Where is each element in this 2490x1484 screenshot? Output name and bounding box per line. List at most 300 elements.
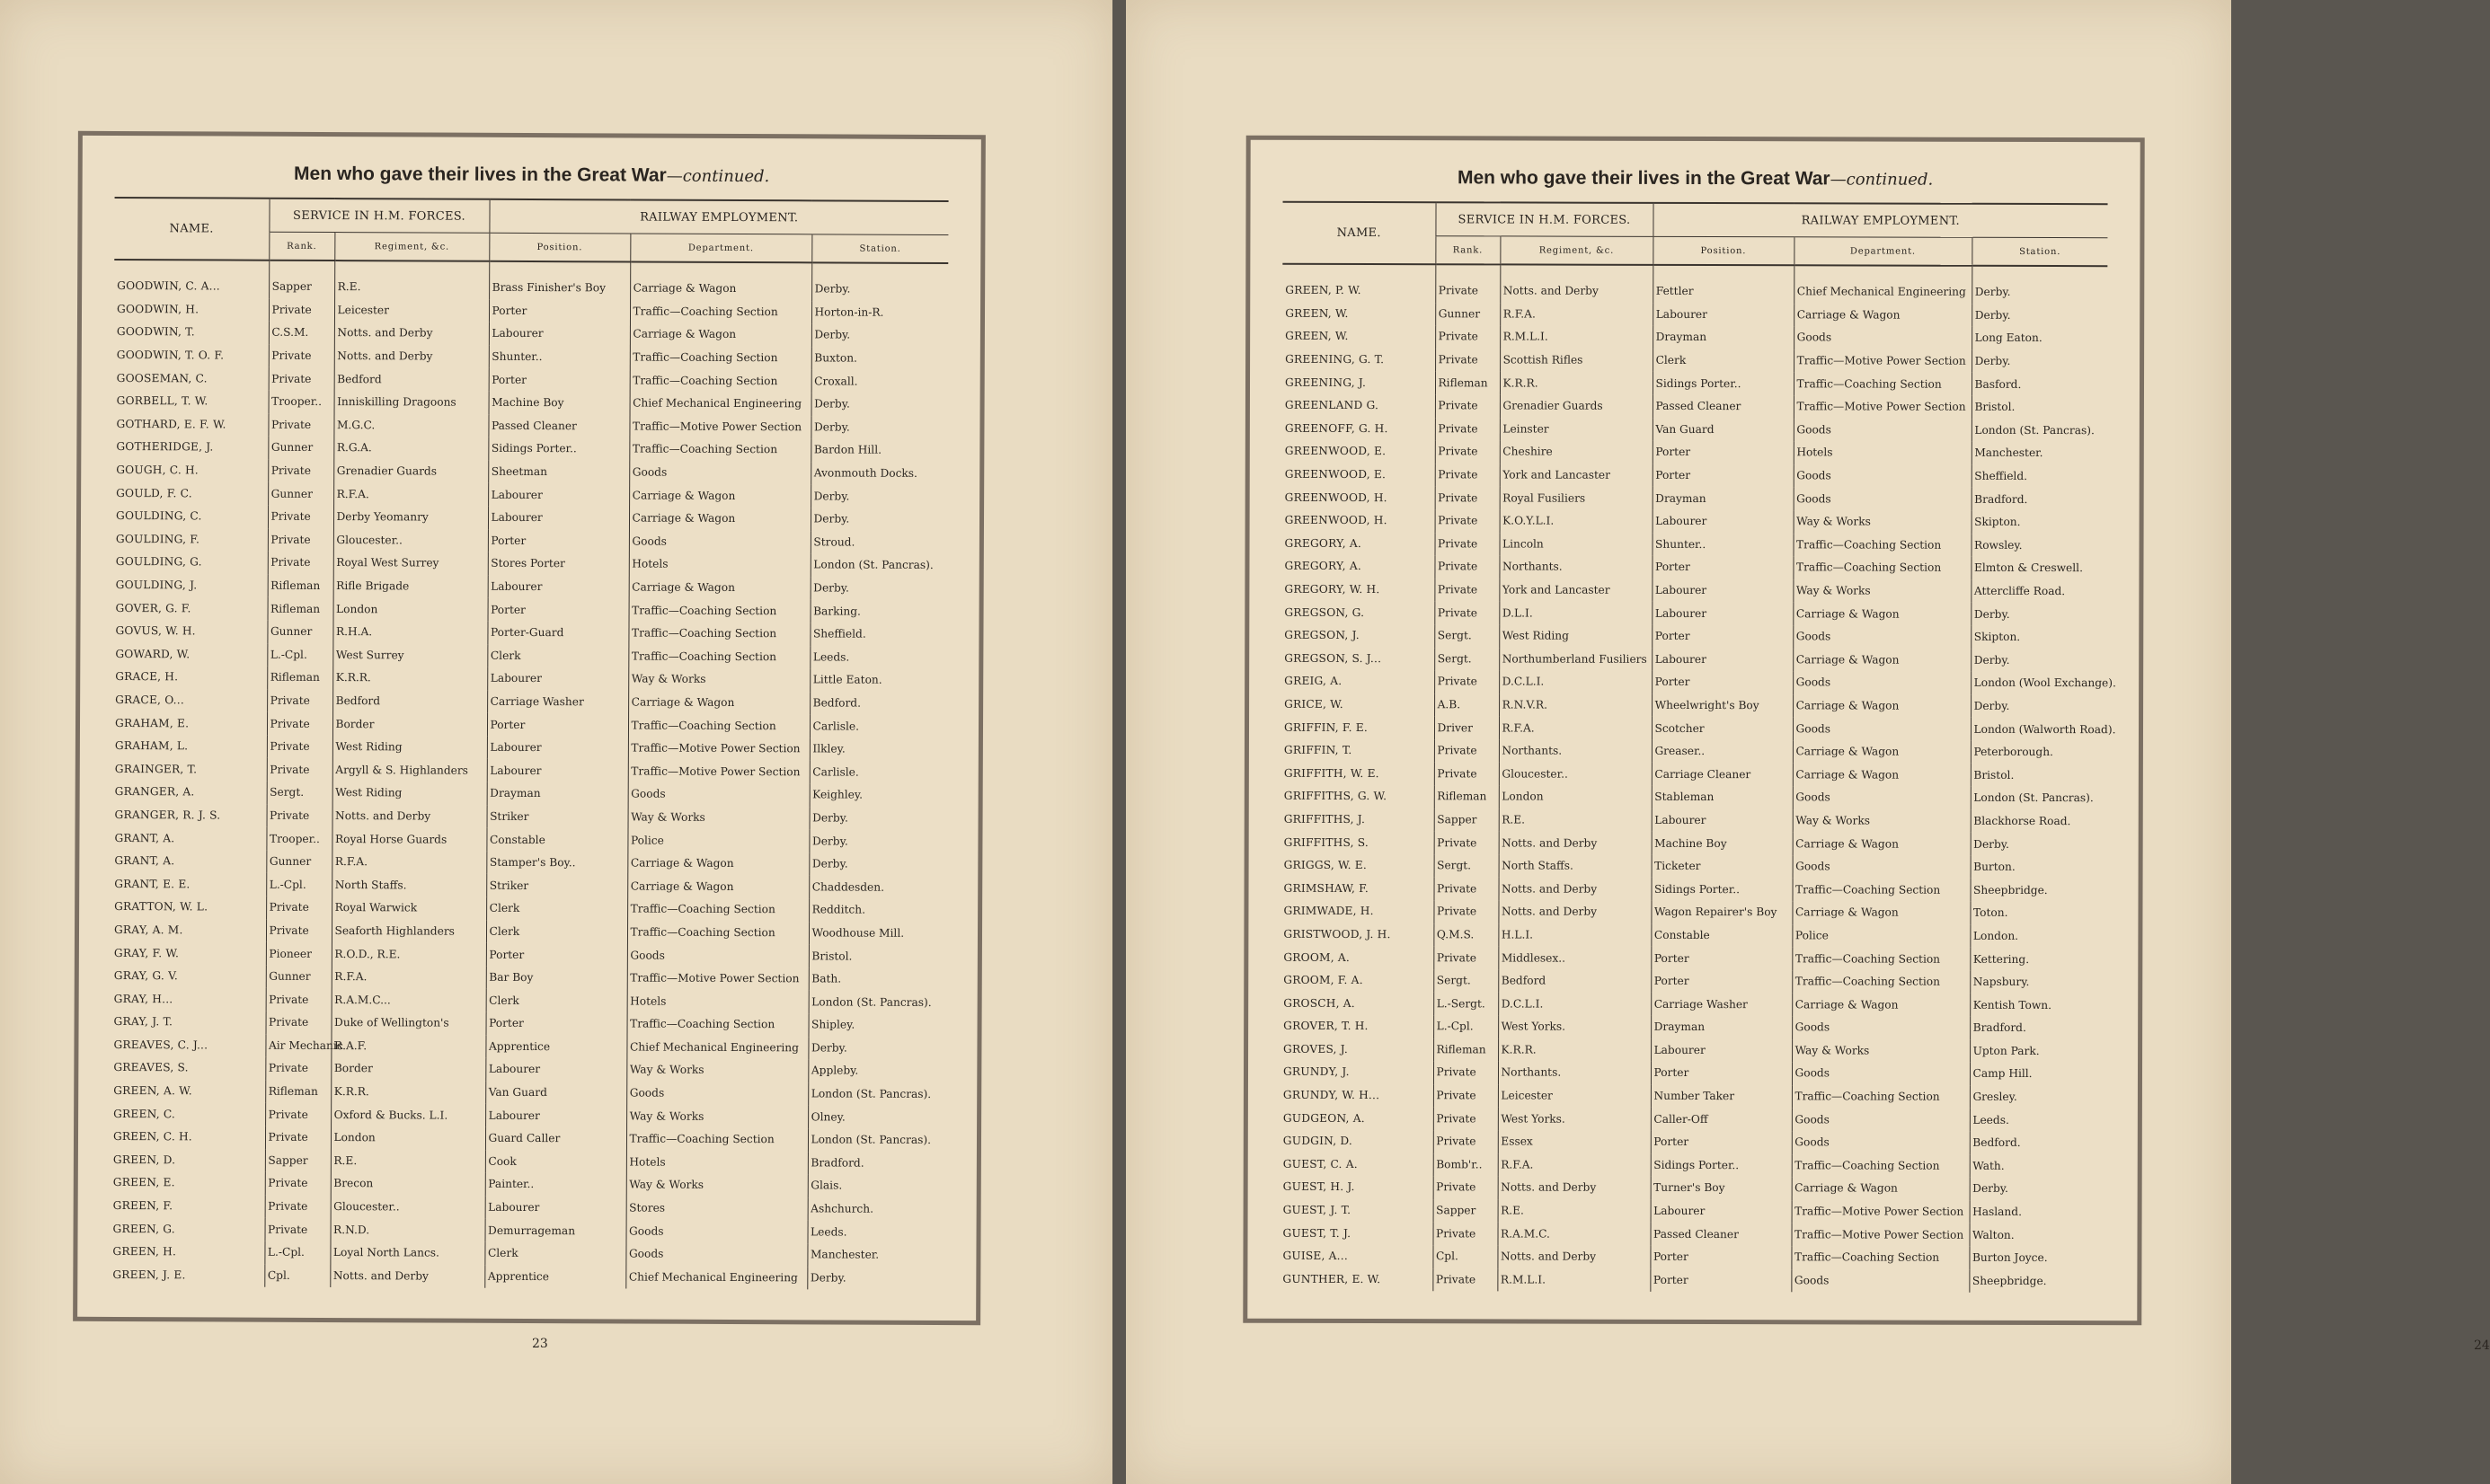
regiment-cell: D.C.L.I. [1499, 671, 1652, 694]
department-cell: Traffic—Coaching Section [1794, 373, 1972, 396]
regiment-cell: London [333, 597, 488, 621]
position-cell: Labourer [488, 507, 629, 530]
table-row [1282, 349, 2107, 374]
table-row [111, 965, 945, 992]
regiment-cell: West Riding [332, 736, 487, 759]
table-row [1281, 854, 2106, 879]
station-cell: Derby. [811, 416, 947, 439]
name-cell: GRANGER, R. J. S. [114, 808, 221, 822]
regiment-cell: Bedford [334, 367, 489, 391]
station-cell: London (Wool Exchange). [1971, 672, 2106, 695]
name-cell: GOVER, G. F. [115, 601, 191, 614]
department-cell: Traffic—Coaching Section [630, 300, 811, 323]
station-cell: Skipton. [1972, 511, 2107, 534]
station-header: Station. [1972, 237, 2107, 266]
position-cell: Passed Cleaner [488, 414, 629, 437]
rank-cell: Driver [1434, 717, 1499, 740]
name-cell: GRUNDY, J. [1282, 1065, 1350, 1079]
table-row [1281, 647, 2106, 672]
name-cell: GREEN, F. [112, 1199, 173, 1213]
name-cell: GRIFFITHS, J. [1283, 812, 1366, 826]
station-cell: Upton Park. [1970, 1039, 2105, 1063]
station-cell: Keighley. [810, 783, 946, 807]
name-cell: GREEN, J. E. [112, 1268, 186, 1282]
position-cell: Cook [485, 1150, 626, 1173]
table-row [1281, 785, 2106, 810]
department-cell: Hotels [1794, 441, 1972, 464]
table-row [111, 1149, 944, 1176]
position-cell: Porter-Guard [487, 622, 628, 645]
name-cell: GREEN, E. [112, 1176, 175, 1189]
name-cell: GUDGEON, A. [1282, 1111, 1365, 1125]
name-cell: GUDGIN, D. [1282, 1135, 1352, 1148]
station-cell: Walton. [1970, 1223, 2105, 1247]
name-cell: GUISE, A... [1282, 1250, 1348, 1263]
position-cell: Striker [487, 805, 628, 828]
table-row [111, 1056, 944, 1083]
regiment-cell: Loyal North Lancs. [330, 1241, 484, 1265]
position-cell: Passed Cleaner [1651, 1223, 1792, 1246]
name-cell: GREGSON, J. [1284, 629, 1360, 642]
rank-cell: Private [1434, 602, 1499, 625]
rank-cell: L.-Cpl. [1433, 1015, 1498, 1038]
department-cell: Traffic—Coaching Section [629, 599, 811, 623]
station-cell: London (St. Pancras). [809, 991, 945, 1014]
department-cell: Carriage & Wagon [629, 507, 811, 530]
name-cell: GUEST, T. J. [1282, 1226, 1351, 1240]
station-cell: Bradford. [1970, 1017, 2105, 1040]
station-cell: Derby. [1972, 304, 2107, 327]
name-cell: GORBELL, T. W. [116, 394, 208, 408]
table-row [1282, 417, 2107, 442]
railway-header: RAILWAY EMPLOYMENT. [1653, 203, 2107, 238]
name-cell: GRACE, O... [115, 693, 184, 707]
right-page [1126, 0, 2490, 1484]
regiment-cell: Rifle Brigade [333, 575, 488, 598]
position-cell: Sidings Porter.. [488, 437, 629, 461]
name-cell: GREEN, P. W. [1285, 284, 1361, 297]
department-cell: Way & Works [626, 1174, 808, 1197]
table-row [1280, 900, 2105, 925]
position-cell: Stableman [1652, 786, 1793, 809]
regiment-cell: Duke of Wellington's [332, 1011, 486, 1035]
name-cell: GREEN, W. [1285, 330, 1349, 343]
rank-cell: Sapper [1434, 808, 1499, 832]
station-cell: Sheepbridge. [1971, 879, 2106, 902]
position-cell: Apprentice [484, 1265, 625, 1288]
table-row [113, 505, 947, 532]
position-cell: Drayman [1653, 326, 1794, 349]
rank-cell: Private [265, 1195, 331, 1218]
roll-table-body [110, 260, 948, 1290]
department-cell: Traffic—Coaching Section [628, 622, 810, 645]
name-cell: GROSCH, A. [1283, 996, 1355, 1010]
rank-cell: Private [1432, 1223, 1497, 1246]
department-cell: Traffic—Coaching Section [1793, 556, 1971, 579]
station-cell: Bristol. [809, 945, 945, 968]
station-cell: Leeds. [808, 1221, 944, 1244]
name-cell: GRAY, G. V. [113, 969, 179, 983]
position-cell: Porter [1652, 556, 1793, 579]
position-cell: Wagon Repairer's Boy [1651, 901, 1792, 924]
department-cell: Traffic—Coaching Section [1792, 948, 1970, 971]
rank-cell: Sapper [269, 261, 334, 299]
name-cell: GREENWOOD, E. [1284, 445, 1387, 458]
rank-cell: Sergt. [1433, 969, 1498, 993]
department-cell: Chief Mechanical Engineering [1794, 265, 1972, 304]
name-cell: GROVES, J. [1283, 1042, 1348, 1056]
department-cell: Goods [625, 1242, 807, 1266]
department-cell: Way & Works [1792, 1039, 1970, 1063]
name-cell: GREENOFF, G. H. [1284, 421, 1388, 435]
position-cell: Stores Porter [488, 552, 629, 576]
regiment-cell: West Yorks. [1498, 1015, 1651, 1038]
department-cell: Goods [629, 530, 811, 553]
rank-cell: L.-Cpl. [264, 1241, 330, 1265]
station-cell: Shipley. [809, 1013, 945, 1037]
position-cell: Labourer [1652, 648, 1793, 671]
station-cell: London (St. Pancras). [1971, 787, 2106, 810]
name-header: NAME. [1282, 202, 1435, 264]
position-cell: Machine Boy [1652, 832, 1793, 855]
department-cell: Traffic—Motive Power Section [1792, 1223, 1970, 1247]
table-row [1281, 762, 2106, 787]
department-cell: Carriage & Wagon [629, 576, 811, 599]
table-row [114, 298, 948, 325]
rank-cell: Rifleman [265, 1081, 331, 1104]
station-cell: Derby. [811, 577, 947, 600]
name-cell: GRAY, A. M. [113, 923, 183, 937]
table-row [1280, 1153, 2105, 1178]
rank-cell: Private [1433, 1084, 1498, 1108]
department-cell: Carriage & Wagon [1793, 740, 1971, 764]
station-cell: Croxall. [811, 370, 948, 393]
rank-cell: Private [1433, 900, 1498, 923]
position-cell: Labourer [1653, 510, 1794, 534]
station-cell: Derby. [1971, 603, 2106, 626]
rank-cell: Private [268, 552, 333, 575]
position-cell: Demurrageman [485, 1219, 626, 1242]
table-row [112, 735, 946, 762]
rank-cell: Sapper [265, 1149, 331, 1172]
table-row [111, 1011, 945, 1038]
table-row [111, 1102, 944, 1129]
station-cell: Leeds. [1970, 1109, 2105, 1132]
rank-header: Rank. [1435, 236, 1500, 265]
regiment-cell: Notts. and Derby [1500, 264, 1653, 303]
position-cell: Labourer [1652, 809, 1793, 833]
regiment-cell: Grenadier Guards [333, 460, 488, 483]
position-cell: Labourer [487, 759, 628, 782]
station-cell: Bradford. [1972, 488, 2107, 511]
table-row [111, 1217, 944, 1244]
position-cell: Apprentice [485, 1035, 626, 1058]
position-cell: Wheelwright's Boy [1652, 694, 1793, 718]
position-cell: Carriage Cleaner [1652, 763, 1793, 786]
position-cell: Bar Boy [486, 967, 627, 990]
station-cell: Attercliffe Road. [1971, 580, 2106, 604]
rank-cell: Private [1434, 763, 1499, 786]
regiment-cell: K.R.R. [1500, 372, 1653, 395]
table-row [111, 896, 945, 923]
regiment-cell: West Riding [1499, 624, 1652, 648]
rank-cell: Private [267, 689, 332, 712]
department-cell: Traffic—Coaching Section [627, 921, 809, 944]
station-cell: Derby. [809, 852, 945, 876]
station-cell: Derby. [807, 1267, 944, 1290]
rank-cell: Private [267, 736, 332, 759]
rank-cell: Gunner [268, 482, 333, 506]
regiment-cell: R.N.V.R. [1499, 693, 1652, 717]
table-row [1282, 394, 2107, 420]
regiment-cell: Leicester [1498, 1084, 1651, 1108]
position-cell: Porter [486, 943, 627, 967]
station-cell: Leeds. [810, 646, 946, 669]
table-row [1280, 992, 2105, 1017]
department-cell: Traffic—Coaching Section [1794, 534, 1972, 557]
regiment-cell: Notts. and Derby [1499, 832, 1652, 855]
regiment-cell: Royal Horse Guards [332, 827, 486, 851]
table-row [114, 321, 948, 348]
name-cell: GREIG, A. [1284, 675, 1342, 688]
department-cell: Traffic—Motive Power Section [628, 737, 810, 760]
table-row [1282, 302, 2107, 327]
service-header: SERVICE IN H.M. FORCES. [269, 199, 489, 234]
department-cell: Traffic—Coaching Section [1791, 1246, 1969, 1269]
position-cell: Porter [1651, 970, 1792, 994]
station-cell: Sheffield. [1972, 465, 2107, 489]
table-row [1282, 464, 2107, 489]
rank-cell: Gunner [267, 621, 332, 644]
name-cell: GREEN, H. [112, 1245, 177, 1259]
position-cell: Labourer [485, 1104, 626, 1127]
regiment-cell: R.M.L.I. [1497, 1268, 1650, 1292]
position-cell: Porter [1652, 671, 1793, 694]
position-cell: Porter [487, 713, 628, 737]
department-cell: Traffic—Coaching Section [628, 714, 810, 738]
name-cell: GRATTON, W. L. [114, 900, 208, 914]
name-cell: GREGORY, A. [1284, 536, 1361, 550]
station-cell: Bardon Hill. [811, 439, 947, 463]
station-cell: Derby. [1971, 649, 2106, 672]
position-cell: Porter [489, 368, 630, 392]
name-cell: GUEST, J. T. [1282, 1203, 1351, 1217]
station-cell: Elmton & Creswell. [1971, 557, 2106, 580]
table-row [114, 367, 948, 393]
department-cell: Traffic—Motive Power Section [1794, 395, 1972, 419]
position-cell: Clerk [486, 989, 627, 1012]
department-cell: Goods [1793, 855, 1971, 879]
regiment-cell: Derby Yeomanry [333, 506, 488, 529]
position-cell: Clerk [484, 1242, 625, 1266]
table-row [112, 757, 946, 784]
position-header: Position. [1653, 236, 1794, 265]
table-row [111, 1034, 944, 1061]
regiment-cell: Cheshire [1500, 441, 1653, 464]
position-cell: Porter [1651, 1062, 1792, 1085]
table-row [111, 919, 945, 946]
rank-cell: Private [268, 528, 333, 552]
regiment-cell: Border [332, 712, 487, 736]
station-cell: Sheffield. [810, 623, 946, 646]
position-cell: Brass Finisher's Boy [489, 261, 630, 300]
department-cell: Traffic—Coaching Section [630, 369, 811, 393]
table-row [114, 390, 948, 417]
station-cell: Derby. [1972, 350, 2107, 374]
department-cell: Way & Works [626, 1059, 808, 1082]
table-row [112, 642, 946, 669]
table-row [1280, 1061, 2105, 1086]
station-cell: Horton-in-R. [811, 301, 948, 324]
table-row [1280, 946, 2105, 971]
name-cell: GREENWOOD, H. [1284, 514, 1387, 527]
rank-cell: Private [266, 897, 332, 920]
station-cell: Bath. [809, 967, 945, 991]
table-row [1280, 969, 2105, 994]
station-cell: Bristol. [1972, 396, 2107, 420]
table-row [112, 804, 946, 831]
department-cell: Traffic—Coaching Section [629, 438, 811, 462]
name-cell: GOVUS, W. H. [115, 624, 196, 638]
rank-cell: Rifleman [1435, 372, 1500, 395]
department-cell: Goods [629, 461, 811, 484]
rank-cell: Private [267, 712, 332, 736]
regiment-cell: Border [331, 1057, 485, 1081]
station-cell: Wath. [1970, 1154, 2105, 1178]
name-cell: GREEN, D. [112, 1153, 176, 1167]
name-cell: GRIFFIN, F. E. [1283, 720, 1368, 734]
regiment-cell: Northants. [1498, 1062, 1651, 1085]
position-cell: Labourer [1651, 1200, 1792, 1223]
regiment-cell: Gloucester.. [1499, 763, 1652, 786]
rank-cell: Private [1435, 394, 1500, 418]
regiment-cell: Royal West Surrey [333, 552, 488, 575]
regiment-cell: R.E. [331, 1150, 485, 1173]
department-cell: Traffic—Coaching Section [626, 1127, 808, 1151]
name-cell: GREAVES, S. [113, 1061, 189, 1074]
roll-table [1280, 201, 2116, 1294]
regiment-cell: Northants. [1499, 739, 1652, 763]
name-cell: GRACE, H. [115, 670, 179, 684]
station-cell: Avonmouth Docks. [811, 462, 947, 485]
name-cell: GUEST, H. J. [1282, 1180, 1355, 1194]
regiment-cell: Lincoln [1500, 533, 1653, 556]
name-cell: GRIMWADE, H. [1283, 905, 1374, 918]
name-cell: GREENWOOD, E. [1284, 467, 1387, 481]
rank-cell: Private [265, 1172, 331, 1196]
table-row [111, 987, 945, 1014]
name-cell: GUNTHER, E. W. [1282, 1272, 1381, 1285]
rank-cell: C.S.M. [269, 322, 334, 345]
department-cell: Carriage & Wagon [1793, 603, 1971, 626]
table-row [1281, 831, 2106, 856]
rank-cell: Private [1435, 440, 1500, 464]
regiment-cell: R.A.M.C... [332, 988, 486, 1011]
position-cell: Sidings Porter.. [1652, 878, 1793, 901]
position-cell: Machine Boy [489, 392, 630, 415]
regiment-cell: Bedford [1498, 969, 1651, 993]
regiment-cell: R.M.L.I. [1500, 326, 1653, 349]
table-row [1280, 923, 2105, 948]
department-cell: Traffic—Motive Power Section [627, 967, 809, 990]
department-cell: Way & Works [628, 668, 810, 692]
position-cell: Porter [1651, 1131, 1792, 1154]
rank-cell: Private [269, 345, 334, 368]
station-cell: Derby. [810, 807, 946, 830]
table-row [113, 551, 947, 578]
rank-cell: Gunner [266, 851, 332, 874]
regiment-cell: R.E. [334, 261, 489, 299]
regiment-cell: Notts. and Derby [1497, 1245, 1650, 1268]
station-cell: Manchester. [807, 1243, 944, 1267]
position-header: Position. [489, 233, 630, 261]
name-cell: GOTHERIDGE, J. [116, 440, 214, 454]
station-cell: Chaddesden. [809, 876, 945, 899]
page-title: Men who gave their lives in the Great War—continued. [293, 163, 770, 187]
name-cell: GRAY, J. T. [113, 1015, 173, 1029]
rank-cell: Trooper.. [266, 827, 332, 851]
regiment-cell: Argyll & S. Highlanders [332, 759, 487, 782]
rank-cell: Sergt. [267, 782, 332, 805]
station-cell: Kentish Town. [1970, 994, 2105, 1017]
table-row [113, 528, 947, 555]
name-cell: GOODWIN, C. A... [117, 279, 220, 293]
station-cell: Glais. [808, 1175, 944, 1198]
rank-cell: Q.M.S. [1433, 923, 1498, 947]
department-cell: Carriage & Wagon [1794, 304, 1972, 327]
table-row [112, 620, 946, 647]
department-cell: Hotels [626, 1151, 808, 1174]
name-cell: GRAY, H... [113, 992, 173, 1005]
department-cell: Goods [626, 1082, 808, 1105]
rank-cell: Bomb'r.. [1433, 1153, 1498, 1177]
position-cell: Constable [486, 828, 627, 852]
rank-cell: Rifleman [1434, 785, 1499, 808]
regiment-cell: R.F.A. [1500, 303, 1653, 326]
station-cell: Camp Hill. [1970, 1063, 2105, 1086]
regiment-cell: West Riding [332, 782, 487, 805]
rank-cell: Rifleman [268, 597, 333, 621]
regiment-cell: Notts. and Derby [1499, 878, 1652, 901]
department-cell: Traffic—Coaching Section [627, 1012, 809, 1036]
position-cell: Striker [486, 874, 627, 897]
department-cell: Chief Mechanical Engineering [625, 1266, 807, 1289]
regiment-cell: Notts. and Derby [330, 1265, 484, 1288]
table-row [1282, 440, 2107, 465]
rank-cell: Air Mechanic [265, 1034, 331, 1057]
regiment-cell: Notts. and Derby [1498, 1177, 1651, 1200]
table-row [113, 481, 947, 508]
regiment-cell: K.O.Y.L.I. [1500, 509, 1653, 533]
department-cell: Traffic—Coaching Section [1792, 1085, 1970, 1109]
regiment-cell: Notts. and Derby [332, 805, 487, 828]
position-cell: Constable [1651, 924, 1792, 948]
position-cell: Drayman [487, 782, 628, 806]
department-cell: Carriage & Wagon [629, 484, 811, 508]
rank-cell: Private [269, 367, 334, 391]
position-cell: Labourer [1652, 602, 1793, 625]
department-cell: Goods [1792, 1016, 1970, 1039]
position-cell: Labourer [1653, 303, 1794, 326]
name-cell: GUEST, C. A. [1282, 1157, 1358, 1170]
position-cell: Stamper's Boy.. [486, 852, 627, 875]
position-cell: Clerk [1653, 349, 1794, 373]
regiment-cell: R.F.A. [333, 482, 488, 506]
name-cell: GREAVES, C. J... [113, 1038, 208, 1052]
station-cell: London (St. Pancras). [808, 1128, 944, 1152]
table-row [1282, 486, 2107, 511]
regiment-cell: K.R.R. [331, 1081, 485, 1104]
